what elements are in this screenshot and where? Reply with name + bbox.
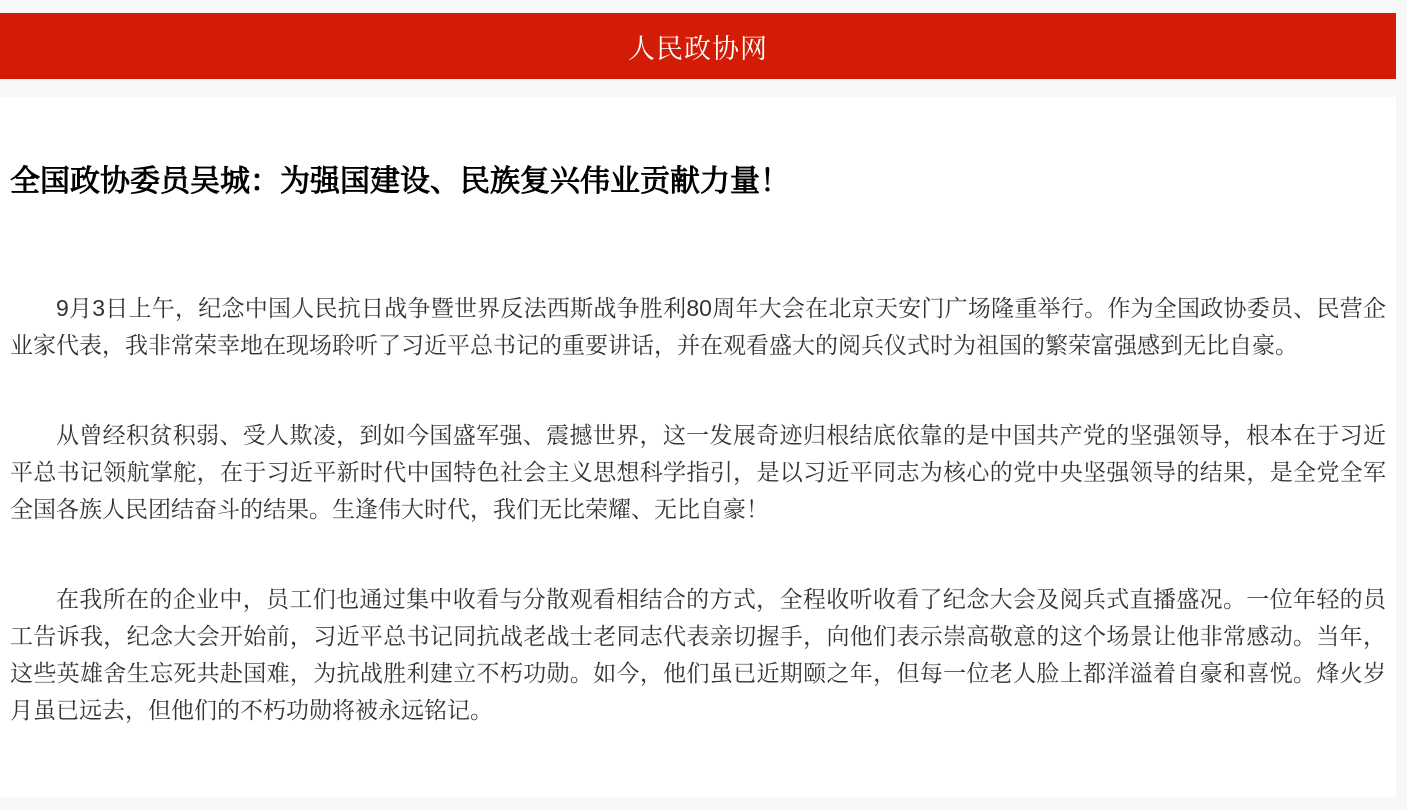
page-top-gap xyxy=(0,0,1407,13)
article-paragraph: 在我所在的企业中，员工们也通过集中收看与分散观看相结合的方式，全程收听收看了纪念大会及阅兵式直播盛况。一位年轻的员工告诉我，纪念大会开始前，习近平总书记同抗战老战士老同志代表亲切握手，向他们表示崇高敬意的这个场景让他非常感动。当年，这些英雄舍生忘死共赴国难，为抗战胜利建立不朽功勋。如今，他们虽已近期颐之年，但每一位老人脸上都洋溢着自豪和喜悦。烽火岁月虽已远去，但他们的不朽功勋将被永远铭记。 xyxy=(10,586,1386,723)
article-paragraph: 从曾经积贫积弱、受人欺凌，到如今国盛军强、震撼世界，这一发展奇迹归根结底依靠的是中国共产党的坚强领导，根本在于习近平总书记领航掌舵，在于习近平新时代中国特色社会主义思想科学指引，是以习近平同志为核心的党中央坚强领导的结果，是全党全军全国各族人民团结奋斗的结果。生逢伟大时代，我们无比荣耀、无比自豪！ xyxy=(10,422,1386,522)
site-name[interactable]: 人民政协网 xyxy=(628,33,768,64)
article-body xyxy=(10,290,1386,729)
article-paragraph: 9月3日上午，纪念中国人民抗日战争暨世界反法西斯战争胜利80周年大会在北京天安门广场隆重举行。作为全国政协委员、民营企业家代表，我非常荣幸地在现场聆听了习近平总书记的重要讲话，并在观看盛大的阅兵仪式时为祖国的繁荣富强感到无比自豪。 xyxy=(10,295,1386,358)
vertical-scrollbar[interactable] xyxy=(1396,0,1407,810)
site-header xyxy=(0,13,1396,79)
article-container xyxy=(0,97,1396,797)
article-title: 全国政协委员吴城：为强国建设、民族复兴伟业贡献力量！ xyxy=(10,165,790,198)
